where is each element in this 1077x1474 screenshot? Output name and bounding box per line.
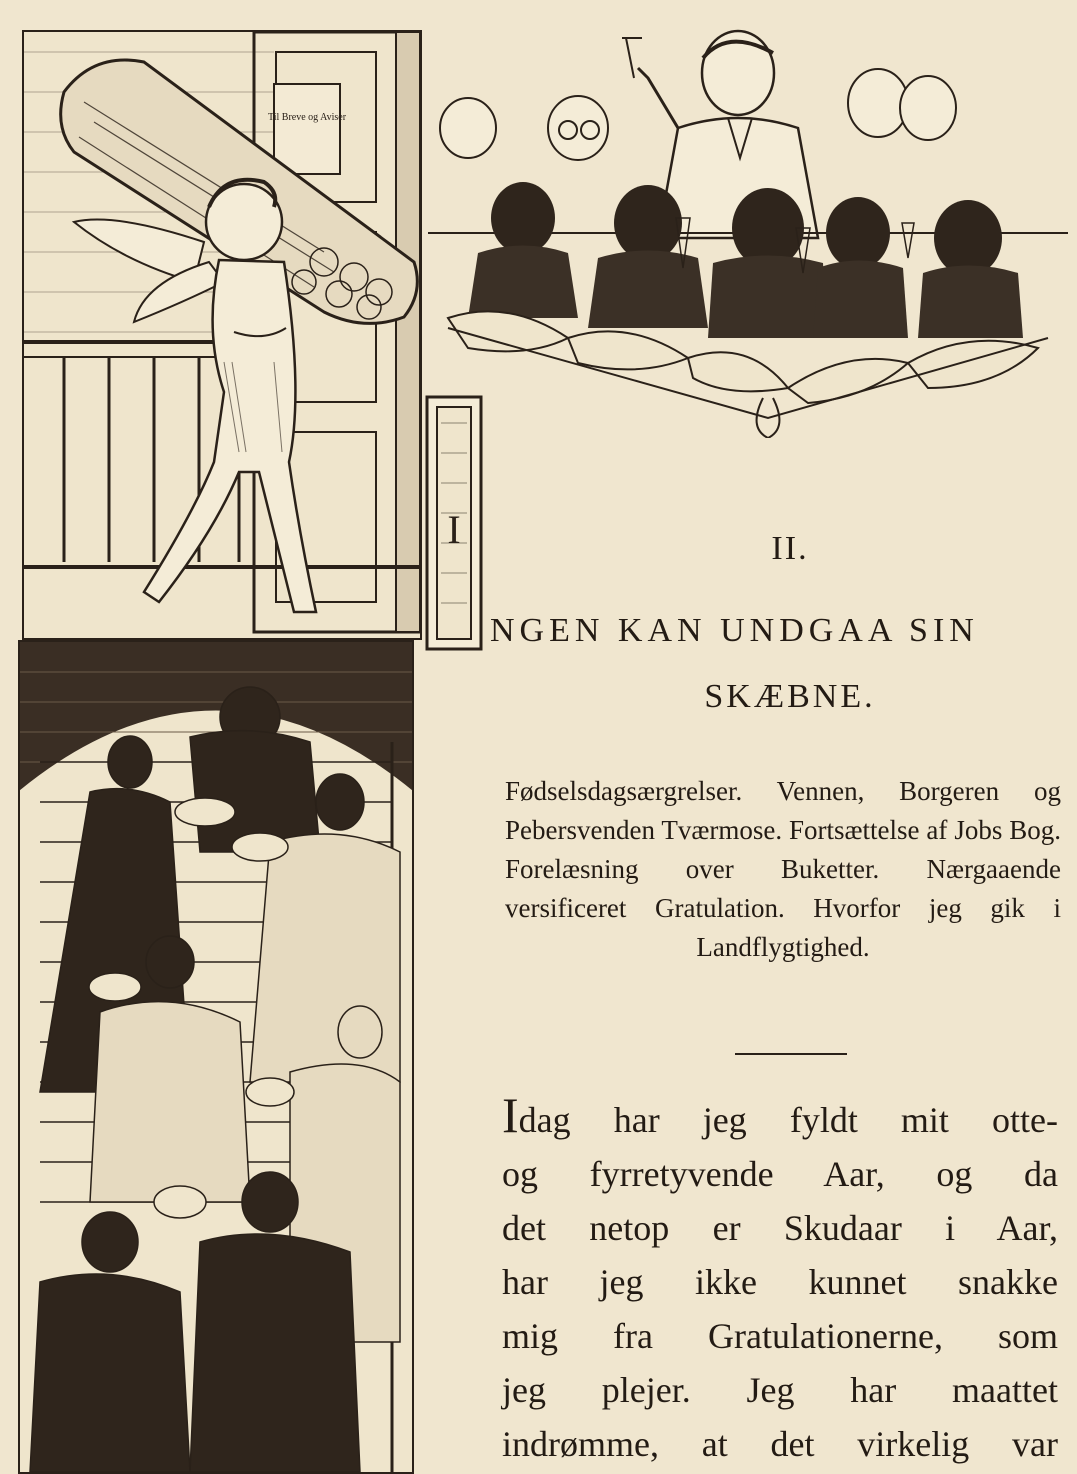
drop-cap-letter <box>423 393 485 653</box>
chapter-title-line-1: NGEN KAN UNDGAA SIN <box>490 612 979 649</box>
stairs-engraving <box>20 642 412 1472</box>
banquet-engraving <box>428 18 1068 438</box>
body-line: indrømme, at det virkelig var <box>502 1424 1058 1464</box>
body-line: og fyrretyvende Aar, og da <box>502 1154 1058 1194</box>
banquet-illustration <box>428 18 1068 438</box>
door-sign-text: Til Breve og Aviser <box>267 112 347 123</box>
body-line: mig fra Gratulationerne, som <box>502 1316 1058 1356</box>
cupid-engraving <box>24 32 420 638</box>
chapter-summary: Fødselsdagsærgrelser. Vennen, Borgeren og Pebersvenden Tværmose. Fortsættelse af Jobs Bog. Forelæsning over Buketter. Nærgaaende versificeret Gratulation. Hvorfor jeg gik i Landflygtighed. <box>505 776 1061 962</box>
body-text <box>502 1087 1058 1471</box>
body-line: jeg plejer. Jeg har maattet <box>502 1370 1058 1410</box>
chapter-number: II. <box>771 530 809 567</box>
body-line-text: dag har jeg fyldt mit otte- <box>518 1100 1058 1140</box>
stairs-illustration <box>18 640 414 1474</box>
body-initial: I <box>502 1087 519 1143</box>
drop-cap-glyph: I <box>447 507 461 552</box>
body-line <box>502 1087 1058 1147</box>
divider-rule <box>735 1053 847 1055</box>
chapter-title-line-2: SKÆBNE. <box>704 678 876 715</box>
body-line: har jeg ikke kunnet snakke <box>502 1262 1058 1302</box>
cupid-illustration <box>22 30 422 640</box>
body-line: det netop er Skudaar i Aar, <box>502 1208 1058 1248</box>
